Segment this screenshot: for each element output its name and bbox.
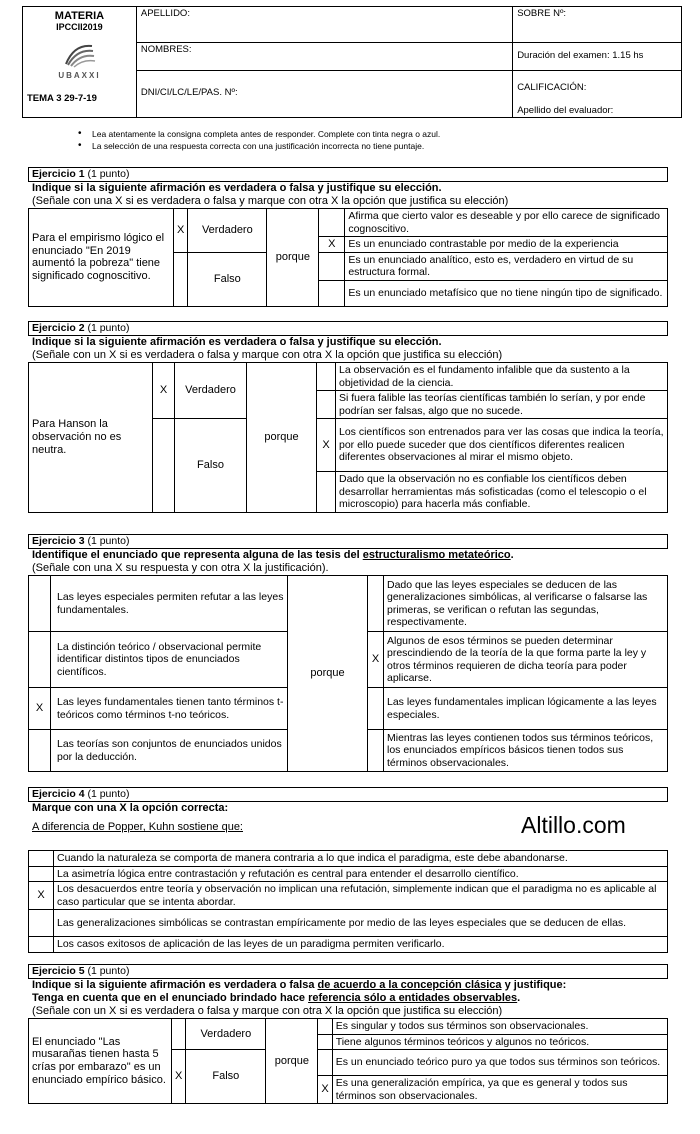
calificacion-field[interactable]: CALIFICACIÓN: xyxy=(517,82,587,93)
option-checkbox[interactable] xyxy=(318,1050,332,1076)
exercise-question: Marque con una X la opción correcta: xyxy=(32,802,229,814)
exercise-title: Ejercicio 2 (1 punto) xyxy=(28,321,668,336)
option-text: Los desacuerdos entre teoría y observación no implican una refutación, simplemente indican que el paradigma no es aplicable al caso particular que se intenta abordar. xyxy=(54,882,668,910)
true-checkbox[interactable]: X xyxy=(174,209,188,253)
exam-header xyxy=(22,6,682,118)
instruction-item: • La selección de una respuesta correcta con una justificación incorrecta no tiene puntaje. xyxy=(78,140,440,152)
porque-label: porque xyxy=(267,209,319,307)
exercise-5-table xyxy=(28,1018,668,1104)
false-checkbox[interactable] xyxy=(153,419,175,513)
option-checkbox[interactable] xyxy=(368,688,384,730)
exercise-2 xyxy=(28,321,668,513)
option-checkbox[interactable]: X xyxy=(29,882,54,910)
option-checkbox[interactable] xyxy=(319,252,345,280)
porque-label: porque xyxy=(247,363,317,513)
exercise-hint: (Señale con un X si es verdadera o falsa y marque con otra X la opción que justifica su elección) xyxy=(32,349,503,361)
option-text: Si fuera falible las teorías científicas también lo serían, y por ende podrían ser falsas, algo que no sucede. xyxy=(336,391,668,419)
false-label: Falso xyxy=(186,1050,266,1104)
option-checkbox[interactable] xyxy=(368,730,384,772)
instructions-list xyxy=(78,128,440,152)
option-checkbox[interactable] xyxy=(319,280,345,306)
exercise-1 xyxy=(28,167,668,307)
exercise-5 xyxy=(28,964,668,1104)
option-text: Los científicos son entrenados para ver las cosas que indica la teoría, por ello puede suceder que dos científicos diferentes realicen diferentes observaciones al mirar el mismo objeto. xyxy=(336,419,668,472)
option-checkbox[interactable]: X xyxy=(368,632,384,688)
exercise-question: Indique si la siguiente afirmación es verdadera o falsa y justifique su elección. xyxy=(32,336,442,348)
option-text: Es un enunciado teórico puro ya que todos sus términos son teóricos. xyxy=(332,1050,667,1076)
tema-label: TEMA 3 29-7-19 xyxy=(27,93,97,105)
true-checkbox[interactable]: X xyxy=(153,363,175,419)
option-checkbox[interactable]: X xyxy=(319,237,345,253)
option-checkbox[interactable] xyxy=(29,851,54,867)
true-label: Verdadero xyxy=(175,363,247,419)
exercise-hint: (Señale con una X su respuesta y con otra X la justificación). xyxy=(32,562,329,574)
exercise-hint: (Señale con un X si es verdadera o falsa y marque con otra X la opción que justifica su elección) xyxy=(32,1005,503,1017)
option-text: Es singular y todos sus términos son observacionales. xyxy=(332,1019,667,1035)
option-text: Las teorías son conjuntos de enunciados unidos por la deducción. xyxy=(51,730,288,772)
option-checkbox[interactable] xyxy=(29,632,51,688)
statement-cell: Para el empirismo lógico el enunciado "En 2019 aumentó la pobreza" tiene significado cognoscitivo. xyxy=(29,209,174,307)
option-checkbox[interactable] xyxy=(317,391,336,419)
calificacion-cell xyxy=(513,71,682,118)
option-checkbox[interactable]: X xyxy=(29,688,51,730)
exercise-title: Ejercicio 4 (1 punto) xyxy=(28,787,668,802)
true-label: Verdadero xyxy=(188,209,267,253)
materia-cell xyxy=(23,7,137,118)
statement-cell: El enunciado "Las musarañas tienen hasta 5 crías por embarazo" es un enunciado empírico básico. xyxy=(29,1019,172,1104)
logo-text: UBAXXI xyxy=(58,70,101,80)
option-text: Cuando la naturaleza se comporta de manera contraria a lo que indica el paradigma, este debe abandonarse. xyxy=(54,851,668,867)
option-text: Es un enunciado analítico, esto es, verdadero en virtud de su estructura formal. xyxy=(345,252,668,280)
statement-cell: Para Hanson la observación no es neutra. xyxy=(29,363,153,513)
exercise-2-table xyxy=(28,362,668,513)
exercise-4-table xyxy=(28,850,668,953)
option-text: Mientras las leyes contienen todos sus términos teóricos, los enunciados empíricos básicos tienen todos sus términos observacionales. xyxy=(384,730,668,772)
option-text: Las leyes fundamentales implican lógicamente a las leyes especiales. xyxy=(384,688,668,730)
option-text: Es un enunciado contrastable por medio de la experiencia xyxy=(345,237,668,253)
option-text: Las generalizaciones simbólicas se contrastan empíricamente por medio de las leyes especiales que se deducen de ellas. xyxy=(54,910,668,937)
false-label: Falso xyxy=(188,252,267,306)
option-checkbox[interactable] xyxy=(318,1019,332,1035)
option-checkbox[interactable]: X xyxy=(318,1076,332,1104)
option-checkbox[interactable] xyxy=(368,576,384,632)
uba-logo-icon xyxy=(62,42,96,68)
apellido-field[interactable]: APELLIDO: xyxy=(136,7,512,43)
option-text: La distinción teórico / observacional permite identificar distintos tipos de enunciados científicos. xyxy=(51,632,288,688)
option-checkbox[interactable] xyxy=(319,209,345,237)
evaluador-field[interactable]: Apellido del evaluador: xyxy=(517,104,614,116)
option-text: Es un enunciado metafísico que no tiene ningún tipo de significado. xyxy=(345,280,668,306)
materia-code: IPCCII2019 xyxy=(56,21,103,32)
option-checkbox[interactable] xyxy=(29,576,51,632)
option-text: Las leyes fundamentales tienen tanto términos t-teóricos como términos t-no teóricos. xyxy=(51,688,288,730)
exercise-question: Identifique el enunciado que representa alguna de las tesis del estructuralismo metateórico. xyxy=(32,549,514,561)
exercise-title: Ejercicio 3 (1 punto) xyxy=(28,534,668,549)
watermark: Altillo.com xyxy=(521,812,626,838)
exercise-3-table xyxy=(28,575,668,772)
option-text: Los casos exitosos de aplicación de las leyes de un paradigma permiten verificarlo. xyxy=(54,937,668,953)
option-checkbox[interactable] xyxy=(317,472,336,513)
exercise-3 xyxy=(28,534,668,772)
option-text: La asimetría lógica entre contrastación y refutación es central para entender el desarrollo científico. xyxy=(54,866,668,882)
option-checkbox[interactable] xyxy=(29,910,54,937)
option-text: Tiene algunos términos teóricos y algunos no teóricos. xyxy=(332,1034,667,1050)
materia-label: MATERIA xyxy=(54,10,105,22)
exercise-title: Ejercicio 1 (1 punto) xyxy=(28,167,668,182)
dni-field[interactable]: DNI/CI/LC/LE/PAS. Nº: xyxy=(136,71,512,118)
option-checkbox[interactable] xyxy=(318,1034,332,1050)
option-checkbox[interactable] xyxy=(29,937,54,953)
exercise-1-table xyxy=(28,208,668,307)
option-checkbox[interactable]: X xyxy=(317,419,336,472)
true-checkbox[interactable] xyxy=(172,1019,186,1050)
exercise-title: Ejercicio 5 (1 punto) xyxy=(28,964,668,979)
exercise-question: Indique si la siguiente afirmación es verdadera o falsa de acuerdo a la concepción clásica y justifique: xyxy=(32,979,567,991)
exercise-question: Indique si la siguiente afirmación es verdadera o falsa y justifique su elección. xyxy=(32,182,442,194)
porque-label: porque xyxy=(288,576,368,772)
option-text: Algunos de esos términos se pueden determinar prescindiendo de la teoría de la que forma parte la ley y otros términos requieren de dicha teoría para poder aplicarse. xyxy=(384,632,668,688)
option-text: Dado que las leyes especiales se deducen de las generalizaciones simbólicas, al verificarse o falsarse las primeras, se verifican o refutan las segundas, respectivamente. xyxy=(384,576,668,632)
porque-label: porque xyxy=(266,1019,318,1104)
option-text: La observación es el fundamento infalible que da sustento a la objetividad de la ciencia. xyxy=(336,363,668,391)
option-checkbox[interactable] xyxy=(29,730,51,772)
exercise-hint: (Señale con una X si es verdadera o falsa y marque con otra X la opción que justifica su elección) xyxy=(32,195,509,207)
nombres-field[interactable]: NOMBRES: xyxy=(136,43,512,71)
exercise-prompt: A diferencia de Popper, Kuhn sostiene que: xyxy=(32,821,243,833)
option-text: Afirma que cierto valor es deseable y por ello carece de significado cognoscitivo. xyxy=(345,209,668,237)
option-text: Las leyes especiales permiten refutar a las leyes fundamentales. xyxy=(51,576,288,632)
exercise-question-note: Tenga en cuenta que en el enunciado brindado hace referencia sólo a entidades observables. xyxy=(32,992,521,1004)
instruction-item: • Lea atentamente la consigna completa antes de responder. Complete con tinta negra o azul. xyxy=(78,128,440,140)
duracion-field: Duración del examen: 1.15 hs xyxy=(513,43,682,71)
option-checkbox[interactable] xyxy=(29,866,54,882)
false-checkbox[interactable]: X xyxy=(172,1050,186,1104)
option-text: Es una generalización empírica, ya que es general y todos sus términos son observacionales. xyxy=(332,1076,667,1104)
false-checkbox[interactable] xyxy=(174,252,188,306)
false-label: Falso xyxy=(175,419,247,513)
option-checkbox[interactable] xyxy=(317,363,336,391)
option-text: Dado que la observación no es confiable los científicos deben desarrollar herramientas más sofisticadas (como el telescopio o el microscopio) para hacerla más confiable. xyxy=(336,472,668,513)
sobre-field[interactable]: SOBRE Nº: xyxy=(513,7,682,43)
true-label: Verdadero xyxy=(186,1019,266,1050)
